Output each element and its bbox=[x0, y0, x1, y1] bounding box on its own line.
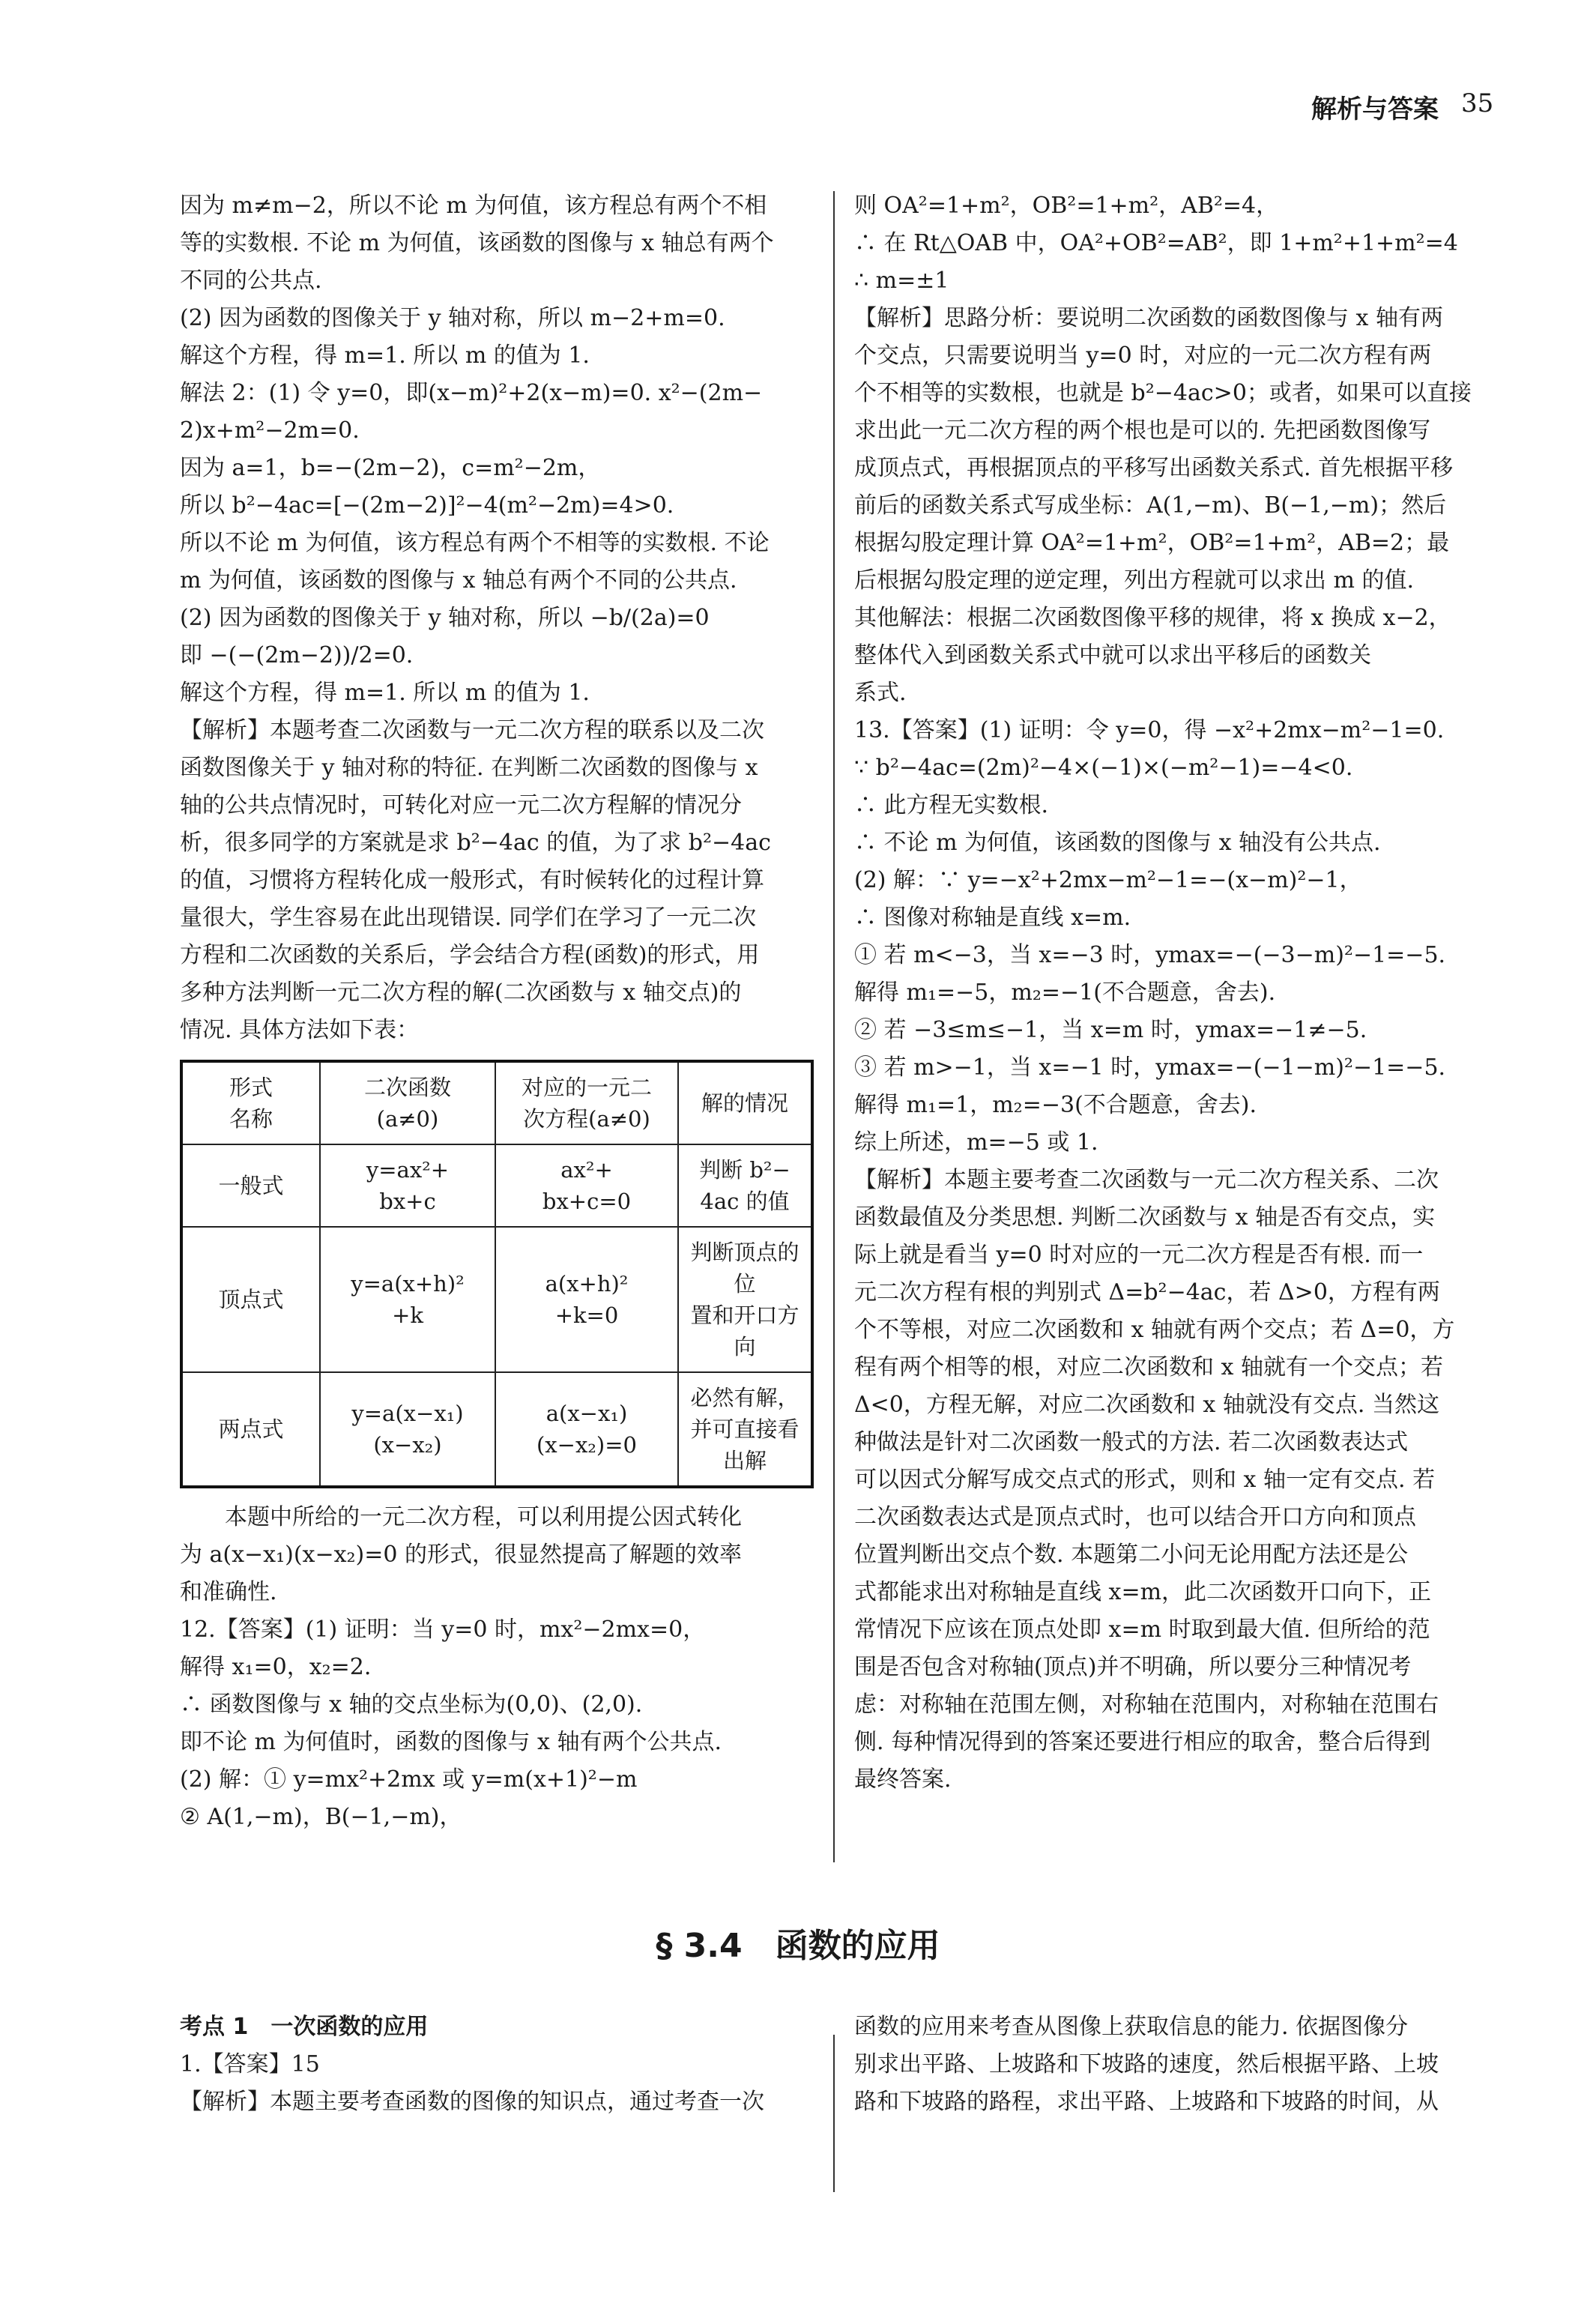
text-line: 前后的函数关系式写成坐标：A(1,−m)、B(−1,−m)；然后 bbox=[854, 492, 1447, 519]
text-line: 函数的应用来考查从图像上获取信息的能力. 依据图像分 bbox=[854, 2014, 1409, 2040]
text-line: 元二次方程有根的判别式 Δ=b²−4ac，若 Δ>0，方程有两 bbox=[854, 1279, 1440, 1306]
text-line: 路和下坡路的路程，求出平路、上坡路和下坡路的时间，从 bbox=[854, 2089, 1439, 2115]
column-divider-bottom bbox=[833, 2035, 835, 2192]
table-cell: ax²+ bx+c=0 bbox=[495, 1144, 678, 1227]
text-line: 种做法是针对二次函数一般式的方法. 若二次函数表达式 bbox=[854, 1429, 1409, 1455]
text-line: (2) 解：∵ y=−x²+2mx−m²−1=−(x−m)²−1， bbox=[854, 867, 1362, 893]
table-cell: y=a(x+h)² +k bbox=[320, 1227, 495, 1372]
table-cell: 顶点式 bbox=[181, 1227, 320, 1372]
table-row bbox=[181, 1227, 812, 1372]
table-cell: a(x+h)² +k=0 bbox=[495, 1227, 678, 1372]
table-cell: 一般式 bbox=[181, 1144, 320, 1227]
bottom-right-column bbox=[854, 2008, 1491, 2121]
text-line: 则 OA²=1+m²，OB²=1+m²，AB²=4， bbox=[854, 193, 1279, 219]
text-line: 其他解法：根据二次函数图像平移的规律，将 x 换成 x−2， bbox=[854, 605, 1451, 631]
right-text-block bbox=[854, 187, 1491, 1799]
text-line: 【解析】本题主要考查二次函数与一元二次方程关系、二次 bbox=[854, 1167, 1439, 1193]
text-line: 综上所述，m=−5 或 1. bbox=[854, 1129, 1098, 1156]
text-line: 式都能求出对称轴是直线 x=m，此二次函数开口向下，正 bbox=[854, 1579, 1432, 1605]
text-line: 为 a(x−x₁)(x−x₂)=0 的形式，很显然提高了解题的效率 bbox=[180, 1542, 742, 1568]
text-line: (2) 因为函数的图像关于 y 轴对称，所以 −b/(2a)=0 bbox=[180, 605, 710, 631]
text-line: ∴ 函数图像与 x 轴的交点坐标为(0,0)、(2,0). bbox=[180, 1691, 643, 1718]
text-line: 常情况下应该在顶点处即 x=m 时取到最大值. 但所给的范 bbox=[854, 1617, 1430, 1643]
text-line: 所以 b²−4ac=[−(2m−2)]²−4(m²−2m)=4>0. bbox=[180, 492, 674, 519]
section-title: § 3.4 函数的应用 bbox=[656, 1927, 940, 1965]
text-line: 解得 m₁=−5，m₂=−1(不合题意，舍去). bbox=[854, 980, 1276, 1006]
text-line: ∴ 在 Rt△OAB 中，OA²+OB²=AB²，即 1+m²+1+m²=4 bbox=[854, 230, 1458, 256]
text-line: 侧. 每种情况得到的答案还要进行相应的取舍，整合后得到 bbox=[854, 1729, 1431, 1755]
bottom-right-text-block bbox=[854, 2008, 1491, 2121]
text-line: (2) 因为函数的图像关于 y 轴对称，所以 m−2+m=0. bbox=[180, 305, 725, 331]
table-header-cell: 形式 名称 bbox=[181, 1061, 320, 1144]
left-after-table-block bbox=[180, 1499, 817, 1836]
text-line: 位置判断出交点个数. 本题第二小问无论用配方法还是公 bbox=[854, 1542, 1409, 1568]
text-line: 的值，习惯将方程转化成一般形式，有时候转化的过程计算 bbox=[180, 867, 764, 893]
text-line: 函数最值及分类思想. 判断二次函数与 x 轴是否有交点，实 bbox=[854, 1204, 1436, 1231]
text-line: 个不相等的实数根，也就是 b²−4ac>0；或者，如果可以直接 bbox=[854, 380, 1472, 406]
page-number: 35 bbox=[1461, 88, 1494, 118]
text-line: m 为何值，该函数的图像与 x 轴总有两个不同的公共点. bbox=[180, 567, 737, 594]
text-line: 因为 a=1，b=−(2m−2)，c=m²−2m， bbox=[180, 455, 601, 481]
bottom-left-text-block bbox=[180, 2008, 817, 2121]
table-cell: y=ax²+ bx+c bbox=[320, 1144, 495, 1227]
text-line: 求出此一元二次方程的两个根也是可以的. 先把函数图像写 bbox=[854, 417, 1431, 444]
text-line: 可以因式分解写成交点式的形式，则和 x 轴一定有交点. 若 bbox=[854, 1467, 1436, 1493]
text-line: ∴ 图像对称轴是直线 x=m. bbox=[854, 905, 1131, 931]
left-text-block bbox=[180, 187, 817, 1049]
table-row bbox=[181, 1144, 812, 1227]
text-line: 【解析】本题考查二次函数与一元二次方程的联系以及二次 bbox=[180, 717, 764, 743]
text-line: 12.【答案】(1) 证明：当 y=0 时，mx²−2mx=0， bbox=[180, 1617, 706, 1643]
text-line: 个交点，只需要说明当 y=0 时，对应的一元二次方程有两 bbox=[854, 342, 1432, 369]
table-header-cell: 解的情况 bbox=[678, 1061, 812, 1144]
column-divider bbox=[833, 191, 835, 1862]
text-line: 1.【答案】15 bbox=[180, 2051, 320, 2077]
text-line: 和准确性. bbox=[180, 1579, 277, 1605]
bottom-left-column bbox=[180, 2008, 817, 2121]
text-line: 围是否包含对称轴(顶点)并不明确，所以要分三种情况考 bbox=[854, 1654, 1412, 1680]
text-line: 因为 m≠m−2，所以不论 m 为何值，该方程总有两个不相 bbox=[180, 193, 767, 219]
text-line: ② 若 −3≤m≤−1，当 x=m 时，ymax=−1≠−5. bbox=[854, 1017, 1367, 1043]
table-cell: 两点式 bbox=[181, 1372, 320, 1487]
text-line: 成顶点式，再根据顶点的平移写出函数关系式. 首先根据平移 bbox=[854, 455, 1454, 481]
text-line: Δ<0，方程无解，对应二次函数和 x 轴就没有交点. 当然这 bbox=[854, 1392, 1439, 1418]
text-line: 解这个方程，得 m=1. 所以 m 的值为 1. bbox=[180, 680, 590, 706]
text-line: ② A(1,−m)，B(−1,−m)， bbox=[180, 1804, 462, 1830]
table-cell: 必然有解， 并可直接看出解 bbox=[678, 1372, 812, 1487]
comparison-table bbox=[180, 1060, 814, 1488]
text-line: 整体代入到函数关系式中就可以求出平移后的函数关 bbox=[854, 642, 1371, 668]
table-cell: y=a(x−x₁) (x−x₂) bbox=[320, 1372, 495, 1487]
text-line: 轴的公共点情况时，可转化对应一元二次方程解的情况分 bbox=[180, 792, 742, 818]
text-line: 所以不论 m 为何值，该方程总有两个不相等的实数根. 不论 bbox=[180, 530, 770, 556]
text-line: 个不等根，对应二次函数和 x 轴就有两个交点；若 Δ=0，方 bbox=[854, 1317, 1455, 1343]
right-column bbox=[854, 187, 1491, 1799]
text-line: 多种方法判断一元二次方程的解(二次函数与 x 轴交点)的 bbox=[180, 980, 742, 1006]
text-line: 程有两个相等的根，对应二次函数和 x 轴就有一个交点；若 bbox=[854, 1354, 1443, 1380]
text-line: ③ 若 m>−1，当 x=−1 时，ymax=−(−1−m)²−1=−5. bbox=[854, 1054, 1446, 1081]
table-cell: a(x−x₁) (x−x₂)=0 bbox=[495, 1372, 678, 1487]
text-line: 本题中所给的一元二次方程，可以利用提公因式转化 bbox=[225, 1504, 742, 1530]
table-header-cell: 对应的一元二 次方程(a≠0) bbox=[495, 1061, 678, 1144]
table-header-cell: 二次函数 (a≠0) bbox=[320, 1061, 495, 1144]
text-line: 后根据勾股定理的逆定理，列出方程就可以求出 m 的值. bbox=[854, 567, 1415, 594]
text-line: (2) 解：① y=mx²+2mx 或 y=m(x+1)²−m bbox=[180, 1766, 638, 1793]
text-line: ∵ b²−4ac=(2m)²−4×(−1)×(−m²−1)=−4<0. bbox=[854, 755, 1353, 781]
text-line: 最终答案. bbox=[854, 1766, 952, 1793]
text-line: 二次函数表达式是顶点式时，也可以结合开口方向和顶点 bbox=[854, 1504, 1416, 1530]
text-line: 不同的公共点. bbox=[180, 268, 322, 294]
text-line: 【解析】思路分析：要说明二次函数的函数图像与 x 轴有两 bbox=[854, 305, 1443, 331]
text-line: 【解析】本题主要考查函数的图像的知识点，通过考查一次 bbox=[180, 2089, 764, 2115]
text-line: ∴ 不论 m 为何值，该函数的图像与 x 轴没有公共点. bbox=[854, 830, 1381, 856]
text-line: 函数图像关于 y 轴对称的特征. 在判断二次函数的图像与 x bbox=[180, 755, 758, 781]
text-line: 情况. 具体方法如下表： bbox=[180, 1017, 420, 1043]
text-line: 等的实数根. 不论 m 为何值，该函数的图像与 x 轴总有两个 bbox=[180, 230, 774, 256]
text-line: 别求出平路、上坡路和下坡路的速度，然后根据平路、上坡 bbox=[854, 2051, 1439, 2077]
text-line: 虑：对称轴在范围左侧，对称轴在范围内，对称轴在范围右 bbox=[854, 1691, 1439, 1718]
table-row bbox=[181, 1372, 812, 1487]
text-line: 解得 x₁=0，x₂=2. bbox=[180, 1654, 372, 1680]
text-line: 系式. bbox=[854, 680, 907, 706]
text-line: 2)x+m²−2m=0. bbox=[180, 417, 360, 444]
text-line: 即不论 m 为何值时，函数的图像与 x 轴有两个公共点. bbox=[180, 1729, 722, 1755]
text-line: 解这个方程，得 m=1. 所以 m 的值为 1. bbox=[180, 342, 590, 369]
text-line: 际上就是看当 y=0 时对应的一元二次方程是否有根. 而一 bbox=[854, 1242, 1424, 1268]
text-line: ∴ m=±1 bbox=[854, 268, 949, 294]
text-line: 析，很多同学的方案就是求 b²−4ac 的值，为了求 b²−4ac bbox=[180, 830, 771, 856]
text-line: ∴ 此方程无实数根. bbox=[854, 792, 1049, 818]
text-line: 解法 2：(1) 令 y=0，即(x−m)²+2(x−m)=0. x²−(2m− bbox=[180, 380, 763, 406]
text-line: 13.【答案】(1) 证明：令 y=0，得 −x²+2mx−m²−1=0. bbox=[854, 717, 1445, 743]
table-cell: 判断顶点的位 置和开口方向 bbox=[678, 1227, 812, 1372]
text-line: 即 −(−(2m−2))/2=0. bbox=[180, 642, 414, 668]
text-line: 考点 1 一次函数的应用 bbox=[180, 2014, 429, 2040]
left-column bbox=[180, 187, 817, 1836]
text-line: 解得 m₁=1，m₂=−3(不合题意，舍去). bbox=[854, 1092, 1257, 1118]
table-header-row bbox=[181, 1061, 812, 1144]
text-line: 方程和二次函数的关系后，学会结合方程(函数)的形式，用 bbox=[180, 942, 760, 968]
table-cell: 判断 b²− 4ac 的值 bbox=[678, 1144, 812, 1227]
header-title: 解析与答案 bbox=[1311, 94, 1439, 124]
text-line: 根据勾股定理计算 OA²=1+m²，OB²=1+m²，AB=2；最 bbox=[854, 530, 1450, 556]
text-line: ① 若 m<−3，当 x=−3 时，ymax=−(−3−m)²−1=−5. bbox=[854, 942, 1446, 968]
text-line: 量很大，学生容易在此出现错误. 同学们在学习了一元二次 bbox=[180, 905, 757, 931]
